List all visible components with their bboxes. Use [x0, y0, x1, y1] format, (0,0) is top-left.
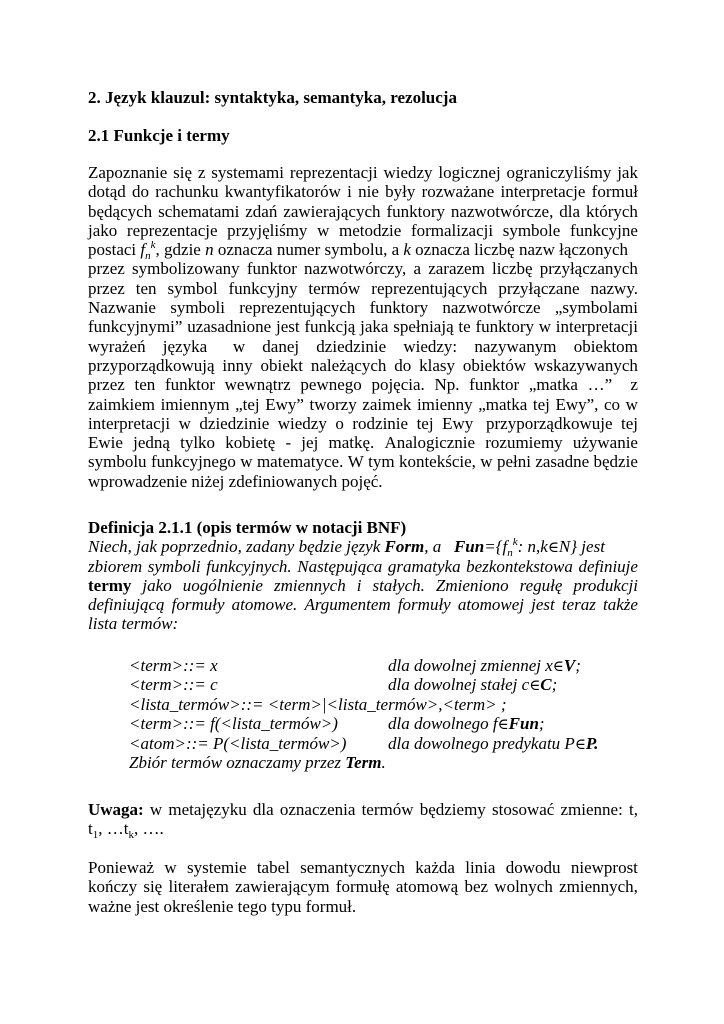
word: jaka [360, 317, 389, 337]
word: jej [301, 433, 319, 453]
word: termów [361, 800, 414, 819]
text-fragment: dla dowolnej stałej c [388, 675, 530, 695]
word: tej [416, 413, 434, 433]
paragraph-line: wprowadzenie niżej zdefiniowanych pojęć. [88, 471, 383, 491]
word: wiedzy [277, 413, 327, 433]
set-name: V [563, 656, 576, 675]
text-fragment: t [88, 819, 93, 839]
word: także [603, 595, 638, 615]
word: zawierających [283, 201, 381, 221]
word: funkcyjnymi” [88, 317, 183, 337]
word: przyporządkowują [88, 355, 215, 375]
word: w [240, 452, 253, 472]
word: nie [358, 182, 379, 202]
word: przyłączane [498, 278, 580, 298]
word: i [356, 575, 362, 595]
word: każda [415, 858, 455, 877]
word: reprezentujących [371, 278, 488, 298]
word: Zmieniono [435, 575, 509, 595]
keyword-termy: termy [88, 575, 132, 595]
bnf-rule [88, 734, 638, 753]
bnf-rule [88, 675, 638, 694]
word: funktor [164, 375, 215, 395]
set-fun: Fun [453, 537, 485, 557]
word: ten [134, 375, 156, 395]
word: definiującą [88, 595, 165, 615]
paragraph-line [88, 877, 638, 896]
word: Ewy”, [555, 394, 599, 414]
word: funkcją [304, 317, 356, 337]
word: dziedzinie [199, 413, 270, 433]
word: funktor [246, 259, 297, 279]
set-name: C [540, 675, 552, 695]
bnf-production: <term>::= x [129, 656, 218, 675]
bnf-footer [88, 753, 638, 772]
definition-line [88, 557, 638, 576]
text-fragment: , gdzie [155, 240, 206, 260]
word: z [621, 375, 638, 395]
word: matematyce. [256, 452, 344, 472]
word: przyłączanych [539, 259, 638, 279]
word: w [317, 220, 330, 240]
word: wolnych [494, 877, 553, 897]
bnf-rule [88, 656, 638, 675]
paragraph-line [88, 182, 638, 201]
word: uogólnienie [182, 575, 263, 595]
word: kontekście, [398, 452, 476, 472]
word: przez [88, 259, 125, 279]
word: jako [142, 575, 172, 595]
section-heading: 2.1 Funkcje i termy [88, 126, 230, 145]
word: przez [88, 278, 125, 298]
word: interpretacje [500, 182, 586, 202]
word: języka [162, 336, 208, 356]
word: inny [222, 355, 253, 375]
word: nazwotwórcze [442, 298, 541, 318]
subscript: 1 [92, 829, 99, 842]
paragraph-line [88, 337, 638, 356]
word: funktory [386, 201, 445, 221]
word: pojęcia. [371, 375, 425, 395]
bnf-production: <lista_termów>::= <term>|<lista_termów>,<term> ; [129, 694, 507, 714]
subscript: n [507, 547, 513, 560]
word: funkcyjnych. [206, 556, 292, 576]
word: te [458, 317, 471, 337]
text-fragment: . [381, 752, 386, 772]
text-fragment: dla dowolnego f [388, 714, 498, 734]
bnf-description [388, 714, 545, 734]
word: interpretacji [555, 317, 638, 337]
word: formuły [397, 595, 451, 615]
word: reprezentujących [239, 298, 356, 318]
element-of-symbol: ∈ [497, 715, 509, 734]
word: funkcyjny [228, 278, 298, 298]
text-fragment: dla dowolnej zmiennej x [388, 656, 553, 675]
word: reprezentacje [126, 220, 218, 240]
definition-line [88, 536, 638, 560]
word: semantycznych [300, 858, 405, 877]
word: funktor [469, 375, 520, 395]
word: pewnego [300, 375, 362, 395]
word: stosować [491, 800, 555, 819]
word: nazywanym [474, 336, 557, 356]
word: stałych. [372, 575, 425, 595]
word: wskazywanych [534, 355, 638, 375]
word: będących [88, 201, 153, 221]
word: interpretacji [88, 413, 171, 433]
word: w [164, 858, 177, 877]
word: klasy [419, 355, 456, 375]
paragraph-line [88, 259, 638, 278]
text-fragment: oznacza numer symbolu, a [213, 240, 404, 260]
word: symboli [147, 556, 201, 576]
word: należących [310, 355, 387, 375]
word: regułę [519, 575, 563, 595]
word: tworzy [309, 394, 357, 414]
word: spełniają [393, 317, 454, 337]
word: dziedzinie [316, 336, 387, 356]
element-of-symbol: ∈ [574, 734, 586, 753]
word: tej [621, 413, 638, 433]
word: W [347, 452, 364, 472]
word: używanie [572, 433, 638, 453]
word: Ewy” [265, 394, 304, 414]
word: Następująca [297, 556, 383, 576]
word: funkcyjne [569, 220, 638, 240]
word: Ewie [88, 433, 123, 453]
word: metodzie [338, 220, 402, 240]
word: zaimek [362, 394, 412, 414]
word: „tej [235, 394, 260, 414]
text-fragment: N} jest [558, 537, 605, 557]
word: wewnątrz [224, 375, 291, 395]
word: kobietę [225, 433, 276, 453]
word: systemie [187, 858, 247, 877]
word: teraz [561, 595, 596, 615]
superscript: k [150, 239, 156, 252]
word: uzasadnione [187, 317, 272, 337]
word: tabel [256, 858, 290, 877]
function-symbol: f [140, 240, 146, 260]
paragraph-line: ważne jest określenie tego typu formuł. [88, 896, 357, 916]
word: przez [88, 375, 125, 395]
word: definiuje [578, 556, 638, 576]
word: symbolu [88, 452, 147, 472]
word: się [143, 877, 163, 897]
word: formalizacji [410, 220, 494, 240]
word: liczbę [491, 259, 533, 279]
bnf-rule [88, 695, 638, 714]
subscript: k [128, 829, 134, 842]
word: w [224, 336, 246, 356]
definition-title: Definicja 2.1.1 (opis termów w notacji BNF) [88, 518, 407, 537]
word: atomowe. [231, 595, 298, 615]
word: jako [88, 220, 118, 240]
element-of-symbol: ∈ [552, 657, 564, 675]
word: zasadne [535, 452, 590, 472]
paragraph-line [88, 433, 638, 452]
paragraph-line [88, 163, 638, 182]
word: co [603, 394, 621, 414]
text-fragment: ; [538, 714, 545, 734]
paragraph-line [88, 356, 638, 375]
paragraph-intro [88, 163, 638, 491]
word: formuły [171, 595, 225, 615]
element-of-symbol: ∈ [547, 538, 559, 557]
text-fragment: dla dowolnego predykatu P [388, 733, 575, 753]
word: których [586, 201, 638, 221]
word: dla [252, 800, 274, 819]
word: danej [262, 336, 300, 356]
word: o [335, 413, 344, 433]
paragraph-line [88, 858, 638, 877]
paragraph-line [88, 317, 638, 336]
chapter-heading: 2. Język klauzul: syntaktyka, semantyka, rezolucja [88, 88, 457, 107]
paragraph-closing [88, 858, 638, 916]
word: wiedzy [383, 163, 433, 182]
word: rachunku [155, 182, 219, 202]
word: ograniczyliśmy [506, 163, 612, 182]
word: były [385, 182, 416, 202]
word: kończy [88, 877, 138, 897]
word: zmiennych, [559, 877, 638, 897]
word: symbol [167, 278, 218, 298]
text-fragment: , …t [98, 819, 129, 839]
word: „matka [478, 394, 528, 414]
word: niewprost [570, 858, 638, 877]
word: zbiorem [88, 556, 143, 576]
word: będzie [593, 452, 638, 472]
word: systemami [211, 163, 284, 182]
paragraph-line [88, 452, 638, 471]
word: a [413, 259, 422, 279]
word: symboli [170, 298, 226, 318]
word: logicznej [438, 163, 501, 182]
word: Ponieważ [88, 858, 155, 877]
word: wiedzy: [403, 336, 458, 356]
bnf-production: <term>::= f(<lista_termów>) [129, 714, 338, 734]
word: Ewy [442, 413, 474, 433]
word: obiekt [260, 355, 303, 375]
paragraph-line [88, 221, 638, 240]
bnf-description [388, 656, 581, 676]
text-fragment: Zbiór termów oznaczamy przez [129, 752, 342, 772]
word: w [149, 800, 163, 819]
paragraph-line [88, 279, 638, 298]
word: funktory [475, 317, 534, 337]
function-symbol: f [502, 537, 508, 557]
superscript: k [512, 536, 518, 549]
word: atomową [395, 877, 459, 897]
word: formuł [591, 182, 638, 202]
bnf-description [388, 734, 598, 754]
word: imienny [416, 394, 473, 414]
word: Analogicznie [384, 433, 476, 453]
word: symbolizowany [131, 259, 240, 279]
paragraph-line [88, 395, 638, 414]
bnf-description [388, 675, 557, 695]
word: i [347, 182, 352, 202]
text-fragment: , …. [133, 819, 164, 839]
word: zdań [245, 201, 278, 221]
word: tej [532, 394, 550, 414]
word: się [173, 163, 193, 182]
bnf-production: <term>::= c [129, 675, 218, 695]
word: w [480, 452, 493, 472]
paragraph-line [88, 202, 638, 221]
word: przyjęliśmy [227, 220, 308, 240]
remark-line [88, 800, 638, 819]
text-fragment: , a [424, 537, 442, 557]
word: t, [629, 800, 638, 819]
word: metajęzyku [168, 800, 247, 819]
word: funkcyjnego [150, 452, 236, 472]
text-fragment: ={ [484, 537, 503, 557]
word: rozumiemy [485, 433, 563, 453]
word: w [538, 317, 552, 337]
word: matkę. [328, 433, 375, 453]
word: zarazem [428, 259, 485, 279]
word: formułę [335, 877, 390, 897]
word: będziemy [419, 800, 486, 819]
word: przyporządkowuje [481, 413, 613, 433]
word: nazwotwórcze, [450, 201, 554, 221]
bnf-production: <atom>::= P(<lista_termów>) [129, 733, 347, 753]
word: oznaczenia [279, 800, 356, 819]
word: wyrażeń [88, 336, 146, 356]
paragraph-line [88, 414, 638, 433]
word: dowodu [505, 858, 561, 877]
word: bezkontekstowa [466, 556, 573, 576]
word: jest [531, 595, 555, 615]
text-fragment: : n,k [517, 537, 548, 557]
set-form: Form [384, 537, 425, 557]
bnf-block [88, 656, 638, 772]
word: Argumentem [304, 595, 391, 615]
word: schematami [158, 201, 240, 221]
word: gramatyka [387, 556, 461, 576]
variable-n: n [205, 240, 214, 260]
word: obiektom [573, 336, 638, 356]
word: jedną [133, 433, 170, 453]
word: obiektów [462, 355, 527, 375]
word: nazwotwórczy, [304, 259, 407, 279]
set-name: Fun [508, 714, 539, 734]
text-fragment: oznacza liczbę nazw łączonych [410, 240, 629, 260]
word: do [394, 355, 412, 375]
paragraph-line [88, 298, 638, 317]
word: zmienne: [560, 800, 623, 819]
word: Nazwanie [88, 298, 156, 318]
definition-block [88, 518, 638, 634]
word: Zapoznanie [88, 163, 168, 182]
set-term: Term [345, 752, 382, 772]
word: termów [308, 278, 361, 298]
word: do [132, 182, 150, 202]
definition-line: lista termów: [88, 614, 179, 634]
word: reprezentacji [289, 163, 378, 182]
word: w [178, 413, 191, 433]
word: funktory [369, 298, 429, 318]
text-fragment: Niech, jak poprzednio, zadany będzie język [88, 537, 381, 557]
word: z [197, 163, 206, 182]
word: zmiennych [273, 575, 346, 595]
word: imiennym [160, 394, 230, 414]
word: zaimkiem [88, 394, 156, 414]
word: „matka [528, 375, 578, 395]
word: …” [587, 375, 613, 395]
word: dla [559, 201, 581, 221]
word: rodzinie [352, 413, 409, 433]
word: - [285, 433, 292, 453]
word: bez [464, 877, 489, 897]
word: jak [617, 163, 638, 182]
set-name: P [585, 733, 595, 753]
definition-line [88, 576, 638, 595]
remark-block [88, 800, 638, 842]
word: w [625, 394, 638, 414]
paragraph-line [88, 375, 638, 394]
definition-line [88, 595, 638, 614]
word: kwantyfikatorów [224, 182, 341, 202]
word: rozważane [421, 182, 495, 202]
word: atomowej [457, 595, 524, 615]
word: produkcji [573, 575, 638, 595]
text-fragment: . [594, 733, 599, 753]
word: Np. [434, 375, 460, 395]
word: ten [135, 278, 157, 298]
word: jest [275, 317, 300, 337]
bnf-rule [88, 714, 638, 733]
word: pełni [496, 452, 531, 472]
text-fragment: ; [575, 656, 581, 675]
word: tylko [180, 433, 216, 453]
variable-k: k [403, 240, 411, 260]
subscript: n [145, 250, 151, 263]
text-fragment: ; [551, 675, 558, 695]
word: dotąd [88, 182, 126, 202]
remark-line [88, 819, 638, 842]
word: nazwy. [590, 278, 638, 298]
remark-label: Uwaga: [88, 800, 144, 819]
element-of-symbol: ∈ [529, 676, 541, 695]
word: symbole [502, 220, 561, 240]
word: „symbolami [554, 298, 638, 318]
word: zawierającym [235, 877, 330, 897]
paragraph-line [88, 239, 638, 263]
word: literałem [168, 877, 229, 897]
word: tym [368, 452, 395, 472]
word: linia [465, 858, 496, 877]
text-fragment: postaci [88, 240, 141, 260]
